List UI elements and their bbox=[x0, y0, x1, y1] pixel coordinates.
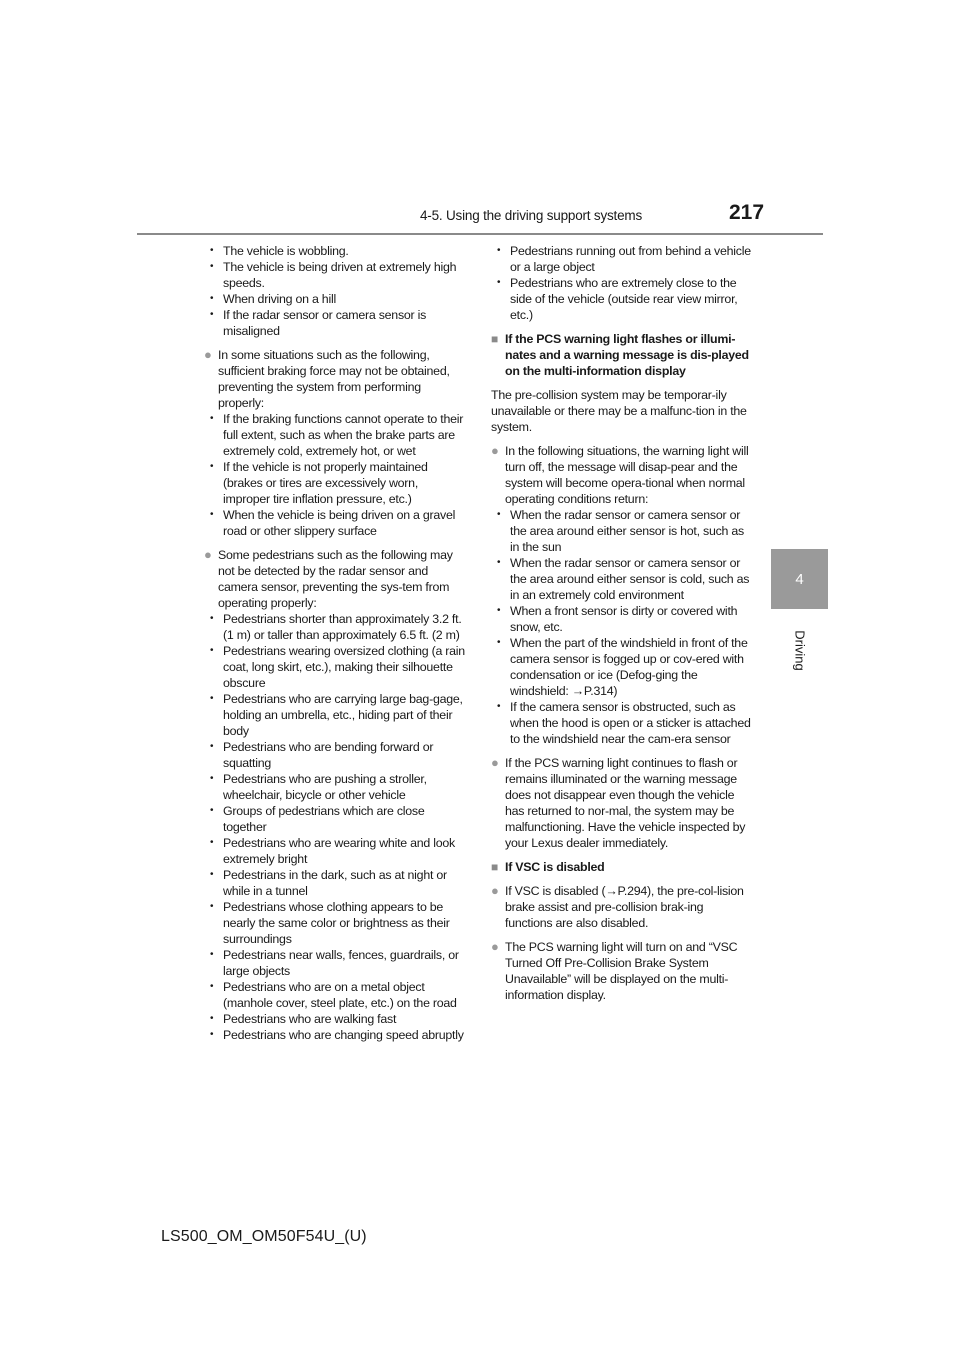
list-item: • When the radar sensor or camera sensor or the area around either sensor is hot, such as in the sun bbox=[491, 507, 753, 555]
heading-text: If VSC is disabled bbox=[505, 860, 605, 874]
bullet-text: Some pedestrians such as the following may not be detected by the radar sensor and camera sensor, preventing the sys-tem from operating properly: bbox=[218, 548, 453, 610]
chapter-number: 4 bbox=[795, 570, 804, 588]
list-item: • Pedestrians who are bending forward or squatting bbox=[204, 739, 466, 771]
list-item: • When driving on a hill bbox=[204, 291, 466, 307]
bullet-dot-icon: ● bbox=[491, 443, 499, 458]
document-code: LS500_OM_OM50F54U_(U) bbox=[161, 1228, 367, 1245]
list-item: • If the braking functions cannot operate to their full extent, such as when the brake parts are extremely cold, extremely hot, or wet bbox=[204, 411, 466, 459]
list-item: • Pedestrians near walls, fences, guardrails, or large objects bbox=[204, 947, 466, 979]
bullet-pcs-light bbox=[491, 939, 753, 1003]
bullet-dot-icon: ● bbox=[491, 883, 499, 898]
bullet-vsc bbox=[491, 883, 753, 931]
list-item: • Pedestrians who are walking fast bbox=[204, 1011, 466, 1027]
chapter-label bbox=[770, 620, 830, 680]
square-marker-icon: ■ bbox=[491, 860, 498, 874]
list-item: • The vehicle is wobbling. bbox=[204, 243, 466, 259]
bullet-braking-force bbox=[204, 347, 466, 539]
list-item: • When a front sensor is dirty or covered with snow, etc. bbox=[491, 603, 753, 635]
list-item: • Pedestrians who are wearing white and look extremely bright bbox=[204, 835, 466, 867]
bullet-text: If the PCS warning light continues to flash or remains illuminated or the warning message does not disappear even though the vehicle has returned to nor-mal, the system may be malfunctioning. Have the vehicle inspected by your Lexus dealer immediately. bbox=[505, 756, 746, 850]
bullet-warning-off bbox=[491, 443, 753, 747]
list-item: • Pedestrians who are changing speed abruptly bbox=[204, 1027, 466, 1043]
bullet-dot-icon: ● bbox=[204, 547, 212, 562]
bullet-text: The PCS warning light will turn on and “VSC Turned Off Pre-Collision Brake System Unavailable” will be displayed on the multi-information display. bbox=[505, 940, 738, 1002]
list-item: • Pedestrians shorter than approximately 3.2 ft. (1 m) or taller than approximately 6.5 ft. (2 m) bbox=[204, 611, 466, 643]
square-marker-icon: ■ bbox=[491, 332, 498, 346]
list-item: • Pedestrians whose clothing appears to be nearly the same color or brightness as their surroundings bbox=[204, 899, 466, 947]
heading-text: If the PCS warning light flashes or illumi-nates and a warning message is dis-played on the multi-information display bbox=[505, 332, 749, 378]
list-item: • The vehicle is being driven at extremely high speeds. bbox=[204, 259, 466, 291]
bullet-pedestrians bbox=[204, 547, 466, 1043]
bullet-text: In the following situations, the warning light will turn off, the message will disap-pear and the system will become opera-tional when normal operating conditions return: bbox=[505, 444, 749, 506]
list-item: • If the radar sensor or camera sensor is misaligned bbox=[204, 307, 466, 339]
bullet-dot-icon: ● bbox=[491, 755, 499, 770]
page-number: 217 bbox=[729, 201, 765, 224]
list-item: • Pedestrians who are on a metal object (manhole cover, steel plate, etc.) on the road bbox=[204, 979, 466, 1011]
list-item: • When the part of the windshield in front of the camera sensor is fogged up or cov-ered with condensation or ice (Defog-ging the windshield: →P.314) bbox=[491, 635, 753, 699]
list-item: • When the radar sensor or camera sensor or the area around either sensor is cold, such as in an extremely cold environment bbox=[491, 555, 753, 603]
bullet-dot-icon: ● bbox=[491, 939, 499, 954]
header-divider bbox=[137, 233, 823, 235]
heading-vsc-disabled bbox=[491, 859, 753, 875]
bullet-text: If VSC is disabled (→P.294), the pre-col-lision brake assist and pre-collision brak-ing functions are also disabled. bbox=[505, 884, 744, 930]
list-item: • If the vehicle is not properly maintained (brakes or tires are excessively worn, improper tire inflation pressure, etc.) bbox=[204, 459, 466, 507]
list-item: • Pedestrians who are extremely close to the side of the vehicle (outside rear view mirror, etc.) bbox=[491, 275, 753, 323]
list-item: • Groups of pedestrians which are close together bbox=[204, 803, 466, 835]
list-item: • Pedestrians who are pushing a stroller, wheelchair, bicycle or other vehicle bbox=[204, 771, 466, 803]
list-item: • Pedestrians who are carrying large bag-gage, holding an umbrella, etc., hiding part of their body bbox=[204, 691, 466, 739]
bullet-text: In some situations such as the following, sufficient braking force may not be obtained, preventing the system from performing properly: bbox=[218, 348, 450, 410]
list-item: • Pedestrians running out from behind a vehicle or a large object bbox=[491, 243, 753, 275]
left-column bbox=[204, 243, 466, 1043]
section-title: 4-5. Using the driving support systems bbox=[420, 208, 642, 223]
heading-pcs-warning bbox=[491, 331, 753, 379]
chapter-title: Driving bbox=[792, 629, 808, 671]
list-item: • If the camera sensor is obstructed, such as when the hood is open or a sticker is attached to the windshield near the cam-era sensor bbox=[491, 699, 753, 747]
right-column bbox=[491, 243, 753, 1003]
list-item: • When the vehicle is being driven on a gravel road or other slippery surface bbox=[204, 507, 466, 539]
bullet-dot-icon: ● bbox=[204, 347, 212, 362]
paragraph: The pre-collision system may be temporar-ily unavailable or there may be a malfunc-tion in the system. bbox=[491, 388, 747, 434]
bullet-malfunction bbox=[491, 755, 753, 851]
list-item: • Pedestrians wearing oversized clothing (a rain coat, long skirt, etc.), making their silhouette obscure bbox=[204, 643, 466, 691]
list-item: • Pedestrians in the dark, such as at night or while in a tunnel bbox=[204, 867, 466, 899]
chapter-number-tab bbox=[771, 549, 828, 609]
